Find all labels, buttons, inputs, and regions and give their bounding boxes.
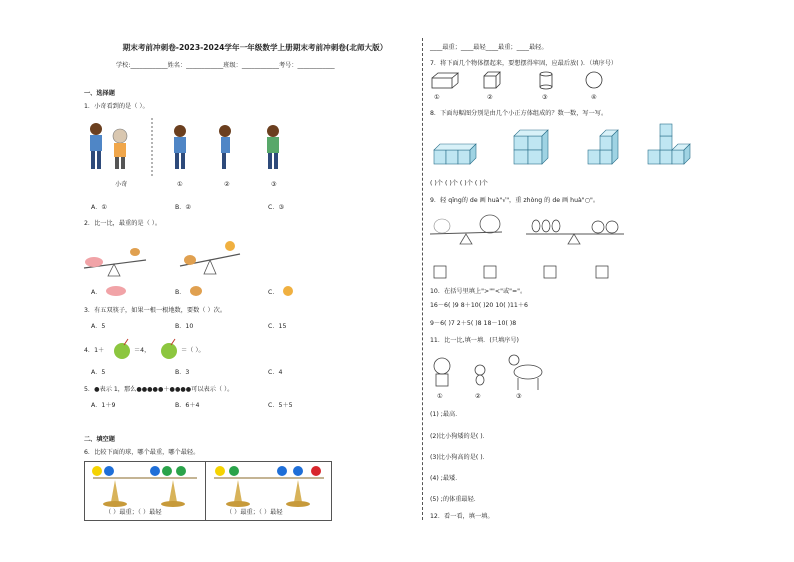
q7-circle-2: ② — [487, 94, 493, 101]
question-3: 3．有五双筷子，如果一根一根地数，要数（ ）次。 — [84, 307, 227, 314]
q8-answer-blanks: ( )个 ( )个 ( )个 ( )个 — [430, 180, 488, 187]
view-2-icon — [219, 125, 231, 169]
q1-xiaoqi-label: 小奇 — [115, 181, 128, 188]
question-1: 1．小奇看到的是（ ）。 — [84, 103, 149, 110]
q1-children-illustration — [84, 118, 294, 180]
seesaw-dog-cat — [180, 241, 240, 274]
q11-circle-1: ① — [437, 393, 443, 400]
student-info-line: 学校:____________姓名：____________班级：____________考号：____________ — [116, 62, 335, 69]
question-11: 11．比一比,填一填．(只填序号) — [430, 337, 519, 344]
question-12: 12．看一看，填一填。 — [430, 513, 494, 520]
q1-circle-3: ③ — [271, 181, 277, 188]
q6-scale-box-2 — [205, 461, 332, 521]
view-3-icon — [267, 125, 279, 169]
sphere-icon — [586, 72, 602, 88]
coconut-icon — [111, 339, 133, 359]
cube-stack-3 — [588, 130, 618, 164]
cylinder-icon — [540, 72, 552, 89]
q2-seesaw-illustration — [80, 232, 250, 278]
dog-outline-icon — [434, 358, 450, 386]
q2-option-c: C． — [268, 289, 279, 296]
cat-icon — [281, 283, 295, 297]
answer-boxes — [434, 266, 608, 278]
coconut-icon-2 — [158, 339, 180, 359]
q11-line-1: (1) ;最高． — [430, 411, 462, 418]
q7-circle-1: ① — [434, 94, 440, 101]
q2-option-b: B． — [175, 289, 186, 296]
q10-row-1: 16－6( )9 8＋10( )20 10( )11＋6 — [430, 302, 528, 309]
q4-option-a: A．5 — [91, 369, 106, 376]
q1-circle-2: ② — [224, 181, 230, 188]
balance-scale-icon-2 — [206, 462, 331, 508]
q6-scale-box-1 — [84, 461, 206, 521]
q7-shapes-illustration — [428, 70, 608, 92]
cube-stack-2 — [514, 130, 548, 164]
q5-option-a: A．1＋9 — [91, 402, 116, 409]
q1-option-c: C．③ — [268, 204, 285, 211]
q10-row-2: 9－6( )7 2＋5( )8 18－10( )8 — [430, 320, 517, 327]
q9-balance-illustration — [428, 210, 628, 280]
q5-option-b: B．6＋4 — [175, 402, 200, 409]
question-4-part-c: ＝（ ）。 — [181, 347, 205, 354]
q6-answer-continued: ____最重；____最轻____最重；____最轻。 — [430, 44, 548, 51]
balance-fruits — [526, 220, 624, 244]
view-1-icon — [174, 125, 186, 169]
question-2: 2．比一比，最重的是（ ）。 — [84, 220, 162, 227]
q11-circle-3: ③ — [516, 393, 522, 400]
pig-icon — [104, 283, 128, 297]
cube-icon — [484, 72, 500, 88]
question-7: 7．将下面几个物体摆起来，要想摆得牢固，应最后放( )．（填序号） — [430, 60, 618, 67]
dog-icon — [188, 283, 204, 297]
q3-option-b: B．10 — [175, 323, 194, 330]
column-divider — [422, 38, 423, 520]
q11-line-2: (2)比小狗矮的是( )． — [430, 433, 489, 440]
section-fill-heading: 二、填空题 — [84, 436, 115, 443]
section-choice-heading: 一、选择题 — [84, 90, 115, 97]
question-9: 9．轻 qīng的 de 画 huà"√"，重 zhòng 的 de 画 huà"○"。 — [430, 197, 600, 204]
cube-stack-4 — [648, 124, 690, 164]
exam-title: 期末考前冲刺卷-2023-2024学年一年级数学上册期末考前冲刺卷(北师大版） — [122, 43, 388, 52]
q5-option-c: C．5＋5 — [268, 402, 293, 409]
question-4-part-b: ＝4， — [134, 347, 151, 354]
q6-answer-line-1: （ ）最重；（ ）最轻 — [105, 509, 162, 516]
mouse-outline-icon — [475, 365, 485, 385]
balance-animals — [430, 215, 502, 244]
q7-circle-4: ④ — [591, 94, 597, 101]
q11-line-3: (3)比小狗高的是( )． — [430, 454, 489, 461]
q1-circle-1: ① — [177, 181, 183, 188]
q3-option-a: A．5 — [91, 323, 106, 330]
question-6: 6．比较下面的球，哪个最重，哪个最轻。 — [84, 449, 200, 456]
q11-line-4: (4) ;最矮． — [430, 475, 462, 482]
q3-option-c: C．15 — [268, 323, 287, 330]
cube-stack-1 — [434, 144, 476, 164]
boy-figure-icon — [90, 123, 102, 169]
q11-line-5: (5) ;的体重最轻． — [430, 496, 480, 503]
horse-outline-icon — [509, 355, 542, 390]
q4-option-c: C．4 — [268, 369, 283, 376]
question-8: 8．下面每幅图分别是由几个小正方体组成的？数一数，写一写。 — [430, 110, 608, 117]
question-10: 10．在括号里填上">""<"或"="。 — [430, 288, 527, 295]
question-4-part-a: 4．1＋ — [84, 347, 105, 354]
q4-option-b: B．3 — [175, 369, 190, 376]
question-5: 5．●表示 1，那么●●●●●＋●●●●可以表示（ ）。 — [84, 386, 234, 393]
q8-cube-stacks-illustration — [430, 124, 700, 172]
q1-option-a: A．① — [91, 204, 107, 211]
seesaw-pig-dog — [84, 248, 146, 276]
q11-circle-2: ② — [475, 393, 481, 400]
q6-answer-line-2: （ ）最重；（ ）最轻 — [226, 509, 283, 516]
xiaoqi-child-icon — [113, 129, 127, 169]
q11-animals-illustration — [430, 352, 560, 392]
balance-scale-icon — [85, 462, 205, 508]
cuboid-icon — [432, 73, 458, 88]
q1-option-b: B．② — [175, 204, 191, 211]
q2-option-a: A． — [91, 289, 102, 296]
q7-circle-3: ③ — [542, 94, 548, 101]
